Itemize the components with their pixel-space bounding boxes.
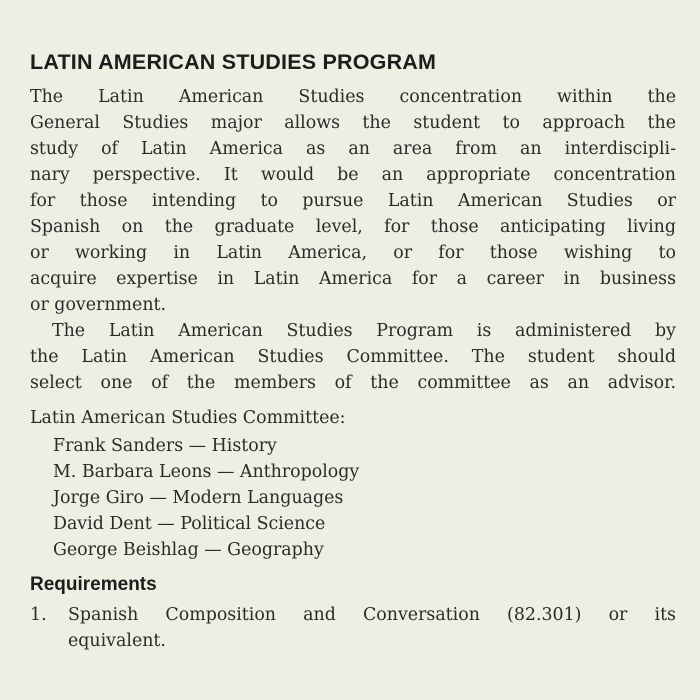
intro-line: or government. bbox=[30, 295, 167, 315]
committee-member: M. Barbara Leons — Anthropology bbox=[53, 462, 360, 482]
committee-member: Frank Sanders — History bbox=[53, 436, 277, 456]
committee-heading: Latin American Studies Committee: bbox=[30, 408, 346, 428]
requirement-number: 1. bbox=[30, 605, 47, 625]
requirement-line: equivalent. bbox=[68, 631, 166, 651]
requirement-item bbox=[30, 602, 676, 654]
requirements-list bbox=[30, 602, 676, 654]
admin-line: The Latin American Studies Program is administered by bbox=[52, 321, 676, 341]
intro-line: acquire expertise in Latin America for a career in business bbox=[30, 269, 676, 289]
committee-member: David Dent — Political Science bbox=[53, 514, 326, 534]
admin-line: select one of the members of the committee as an advisor. bbox=[30, 373, 676, 393]
intro-line: Spanish on the graduate level, for those anticipating living bbox=[30, 217, 676, 237]
intro-paragraph bbox=[30, 84, 676, 318]
requirements-heading: Requirements bbox=[30, 574, 157, 595]
committee-member: Jorge Giro — Modern Languages bbox=[53, 488, 344, 508]
intro-line: nary perspective. It would be an appropriate concentration bbox=[30, 165, 676, 185]
intro-line: The Latin American Studies concentration within the bbox=[30, 87, 676, 107]
requirement-line: Spanish Composition and Conversation (82.301) or its bbox=[68, 605, 676, 625]
catalog-page bbox=[30, 48, 676, 654]
committee-member: George Beishlag — Geography bbox=[53, 540, 324, 560]
intro-line: or working in Latin America, or for those wishing to bbox=[30, 243, 676, 263]
intro-line: General Studies major allows the student to approach the bbox=[30, 113, 676, 133]
program-title: LATIN AMERICAN STUDIES PROGRAM bbox=[30, 50, 437, 74]
committee-members-list bbox=[30, 433, 676, 563]
admin-paragraph bbox=[30, 318, 676, 396]
requirement-text bbox=[68, 602, 676, 654]
intro-line: for those intending to pursue Latin American Studies or bbox=[30, 191, 676, 211]
intro-line: study of Latin America as an area from an interdiscipli- bbox=[30, 139, 676, 159]
admin-line: the Latin American Studies Committee. The student should bbox=[30, 347, 676, 367]
